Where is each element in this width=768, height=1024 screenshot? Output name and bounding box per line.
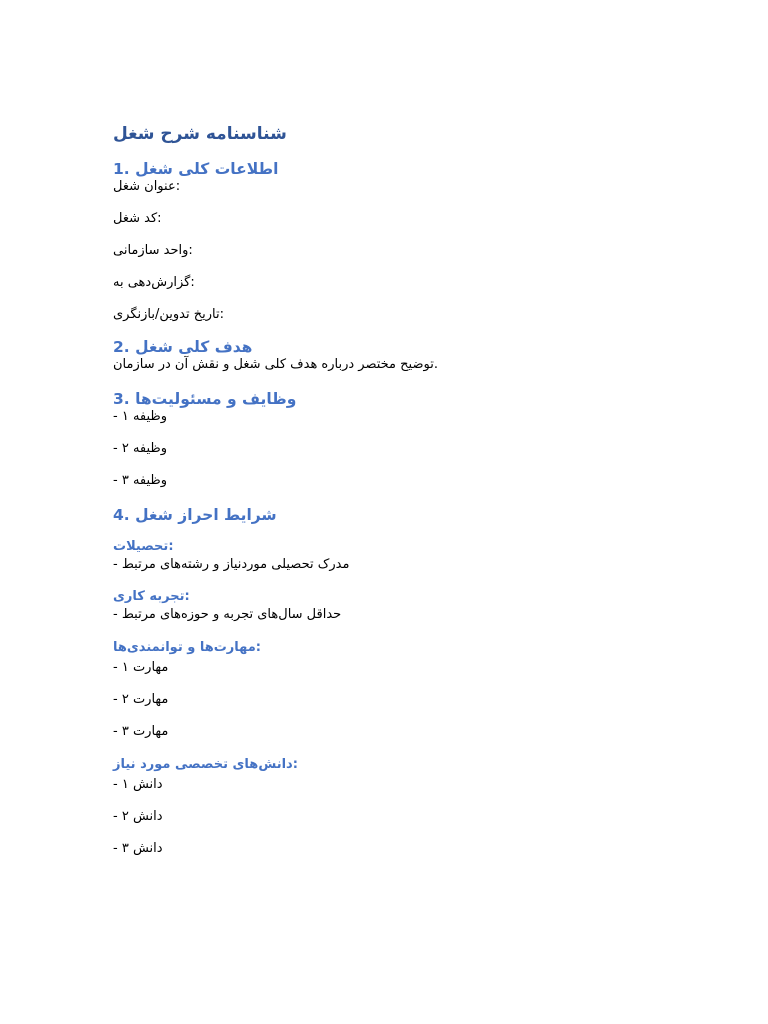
experience-label: تجربه کاری:: [113, 589, 190, 604]
education-label: تحصیلات:: [113, 539, 174, 554]
duty-item: - وظیفه ۲: [113, 441, 168, 456]
knowledge-item: - دانش ۲: [113, 809, 163, 824]
job-title-line: عنوان شغل:: [113, 179, 181, 194]
section-3-heading: 3. وظایف و مسئولیت‌ها: [113, 390, 297, 408]
job-purpose-text: توضیح مختصر درباره هدف کلی شغل و نقش آن در سازمان.: [113, 357, 438, 372]
knowledge-label: دانش‌های تخصصی مورد نیاز:: [113, 757, 298, 772]
reports-to-line: گزارش‌دهی به:: [113, 275, 195, 290]
experience-text: - حداقل سال‌های تجربه و حوزه‌های مرتبط: [113, 607, 342, 622]
revision-date-line: تاریخ تدوین/بازنگری:: [113, 307, 225, 322]
section-2-heading: 2. هدف کلی شغل: [113, 338, 253, 356]
duty-item: - وظیفه ۳: [113, 473, 168, 488]
skill-item: - مهارت ۱: [113, 660, 169, 675]
skill-item: - مهارت ۲: [113, 692, 169, 707]
education-text: - مدرک تحصیلی موردنیاز و رشته‌های مرتبط: [113, 557, 350, 572]
knowledge-item: - دانش ۳: [113, 841, 163, 856]
skill-item: - مهارت ۳: [113, 724, 169, 739]
skills-label: مهارت‌ها و توانمندی‌ها:: [113, 640, 261, 655]
org-unit-line: واحد سازمانی:: [113, 243, 193, 258]
knowledge-item: - دانش ۱: [113, 777, 163, 792]
section-4-heading: 4. شرایط احراز شغل: [113, 506, 277, 524]
document-title: شناسنامه شرح شغل: [113, 124, 287, 144]
document-page: [113, 121, 673, 858]
duty-item: - وظیفه ۱: [113, 409, 168, 424]
job-code-line: کد شغل:: [113, 211, 162, 226]
section-1-heading: 1. اطلاعات کلی شغل: [113, 160, 279, 178]
